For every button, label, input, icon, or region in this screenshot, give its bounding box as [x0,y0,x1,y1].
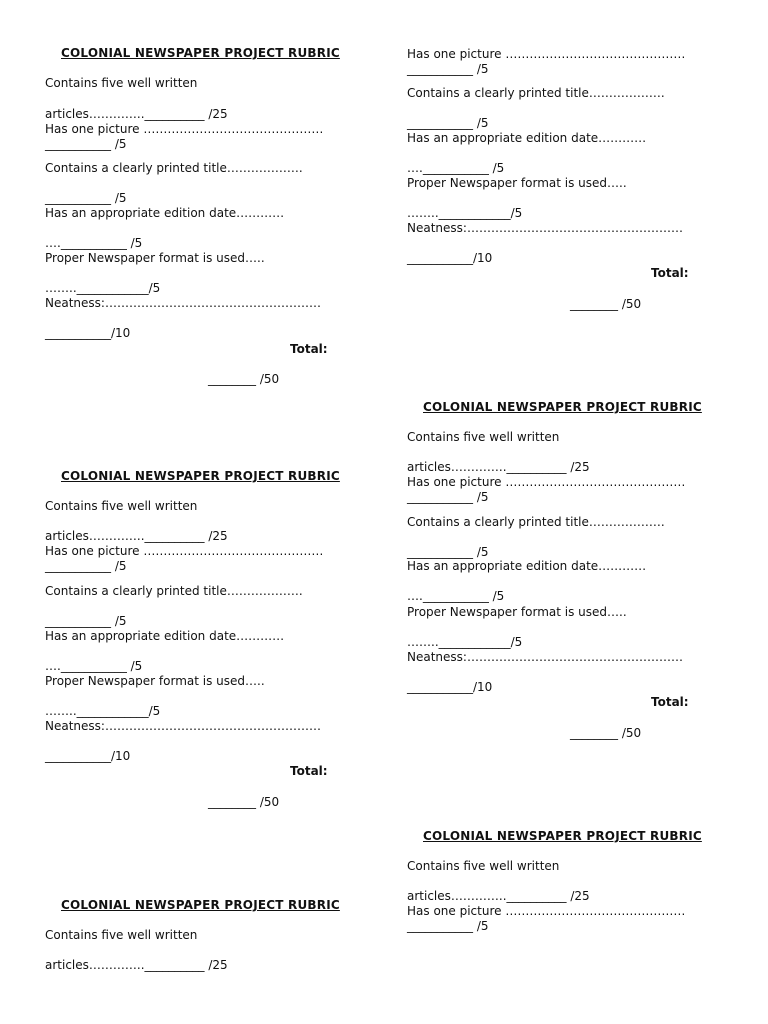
title-score: ___________ /5 [45,191,127,205]
date-score: ….___________ /5 [407,589,505,603]
neatness-line: Neatness:……………………………………………… [407,650,683,664]
neatness-score: ___________/10 [45,749,131,763]
articles-line: articles…………..__________ /25 [45,107,228,121]
intro-text: Contains five well written [45,76,198,90]
intro-text: Contains five well written [45,499,198,513]
rubric-title: COLONIAL NEWSPAPER PROJECT RUBRIC [423,400,702,414]
title-line: Contains a clearly printed title………………. [407,515,665,529]
picture-score: ___________ /5 [407,919,489,933]
picture-line: Has one picture ……………………………………… [45,544,324,558]
neatness-line: Neatness:……………………………………………… [45,296,321,310]
date-score: ….___________ /5 [45,659,143,673]
format-line: Proper Newspaper format is used….. [45,674,265,688]
total-score: ________ /50 [570,726,642,740]
rubric-title: COLONIAL NEWSPAPER PROJECT RUBRIC [61,46,340,60]
format-line: Proper Newspaper format is used….. [407,605,627,619]
intro-text: Contains five well written [407,859,560,873]
total-score: ________ /50 [208,372,280,386]
total-label: Total: [290,342,328,356]
picture-line: Has one picture ……………………………………… [407,475,686,489]
format-line: Proper Newspaper format is used….. [407,176,627,190]
picture-line: Has one picture ……………………………………… [407,47,686,61]
format-score: ……..____________/5 [45,281,161,295]
title-line: Contains a clearly printed title………………. [45,161,303,175]
intro-text: Contains five well written [45,928,198,942]
date-score: ….___________ /5 [45,236,143,250]
articles-line: articles…………..__________ /25 [45,529,228,543]
picture-line: Has one picture ……………………………………… [407,904,686,918]
title-score: ___________ /5 [45,614,127,628]
articles-line: articles…………..__________ /25 [45,958,228,972]
title-score: ___________ /5 [407,116,489,130]
date-line: Has an appropriate edition date………… [45,206,285,220]
total-score: ________ /50 [570,297,642,311]
format-score: ……..____________/5 [45,704,161,718]
format-line: Proper Newspaper format is used….. [45,251,265,265]
picture-score: ___________ /5 [407,62,489,76]
neatness-line: Neatness:……………………………………………… [45,719,321,733]
total-score: ________ /50 [208,795,280,809]
picture-line: Has one picture ……………………………………… [45,122,324,136]
total-label: Total: [290,764,328,778]
intro-text: Contains five well written [407,430,560,444]
neatness-line: Neatness:……………………………………………… [407,221,683,235]
picture-score: ___________ /5 [407,490,489,504]
title-score: ___________ /5 [407,545,489,559]
articles-line: articles…………..__________ /25 [407,460,590,474]
picture-score: ___________ /5 [45,559,127,573]
rubric-title: COLONIAL NEWSPAPER PROJECT RUBRIC [423,829,702,843]
date-line: Has an appropriate edition date………… [407,559,647,573]
title-line: Contains a clearly printed title………………. [407,86,665,100]
articles-line: articles…………..__________ /25 [407,889,590,903]
date-line: Has an appropriate edition date………… [45,629,285,643]
title-line: Contains a clearly printed title………………. [45,584,303,598]
total-label: Total: [651,695,689,709]
format-score: ……..____________/5 [407,635,523,649]
picture-score: ___________ /5 [45,137,127,151]
neatness-score: ___________/10 [407,251,493,265]
rubric-title: COLONIAL NEWSPAPER PROJECT RUBRIC [61,898,340,912]
neatness-score: ___________/10 [407,680,493,694]
date-score: ….___________ /5 [407,161,505,175]
total-label: Total: [651,266,689,280]
format-score: ……..____________/5 [407,206,523,220]
date-line: Has an appropriate edition date………… [407,131,647,145]
rubric-title: COLONIAL NEWSPAPER PROJECT RUBRIC [61,469,340,483]
neatness-score: ___________/10 [45,326,131,340]
